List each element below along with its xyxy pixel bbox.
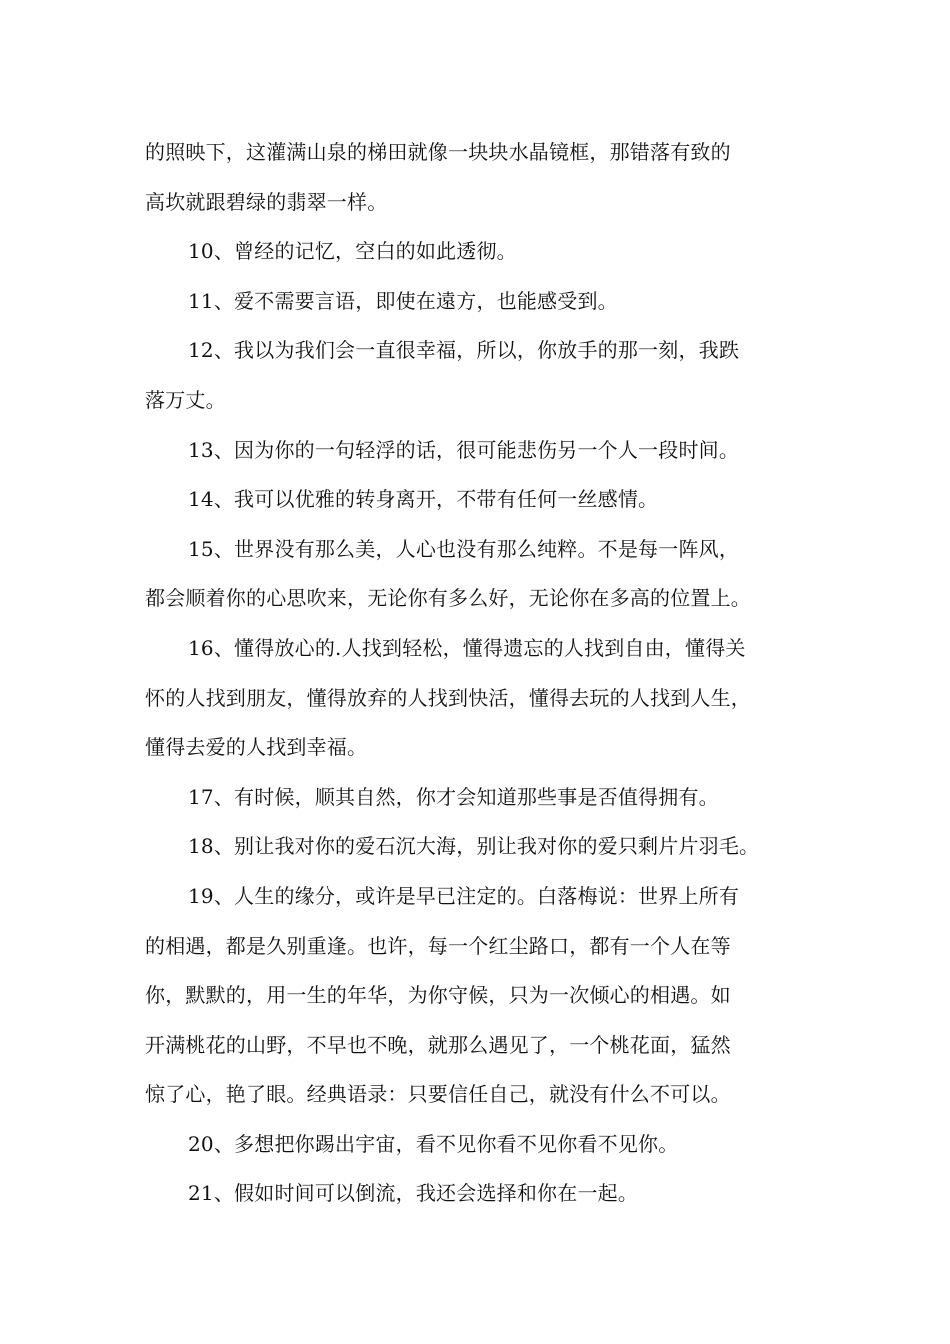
text-line: 你，默默的，用一生的年华，为你守候，只为一次倾心的相遇。如 [145, 983, 731, 1008]
quote-item-18: 18、别让我对你的爱石沉大海，别让我对你的爱只剩片片羽毛。 [188, 834, 760, 859]
quote-item-16: 16、懂得放心的.人找到轻松，懂得遗忘的人找到自由，懂得关 [188, 635, 746, 660]
text-line: 的相遇，都是久别重逢。也许，每一个红尘路口，都有一个人在等 [145, 933, 731, 958]
quote-item-12: 12、我以为我们会一直很幸福，所以，你放手的那一刻，我跌 [188, 338, 740, 363]
text-line: 开满桃花的山野，不早也不晚，就那么遇见了，一个桃花面，猛然 [145, 1032, 731, 1057]
text-line: 懂得去爱的人找到幸福。 [145, 735, 368, 760]
text-line: 的照映下，这灌满山泉的梯田就像一块块水晶镜框，那错落有致的 [145, 140, 731, 164]
text-line: 怀的人找到朋友，懂得放弃的人找到快活，懂得去玩的人找到人生， [145, 685, 751, 710]
text-line: 惊了心，艳了眼。经典语录：只要信任自己，就没有什么不可以。 [145, 1082, 731, 1107]
quote-item-20: 20、多想把你踢出宇宙，看不见你看不见你看不见你。 [188, 1131, 679, 1156]
text-line: 落万丈。 [145, 387, 226, 412]
quote-item-10: 10、曾经的记忆，空白的如此透彻。 [188, 239, 517, 264]
quote-item-15: 15、世界没有那么美，人心也没有那么纯粹。不是每一阵风， [188, 536, 740, 561]
quote-item-21: 21、假如时间可以倒流，我还会选择和你在一起。 [188, 1181, 639, 1206]
quote-item-11: 11、爱不需要言语，即使在遠方，也能感受到。 [188, 288, 618, 313]
document-body [145, 128, 825, 1219]
quote-item-13: 13、因为你的一句轻浮的话，很可能悲伤另一个人一段时间。 [188, 437, 740, 462]
quote-item-14: 14、我可以优雅的转身离开，不带有任何一丝感情。 [188, 487, 659, 512]
quote-item-17: 17、有时候，顺其自然，你才会知道那些事是否值得拥有。 [188, 784, 719, 809]
text-line: 高坎就跟碧绿的翡翠一样。 [145, 189, 388, 214]
quote-item-19: 19、人生的缘分，或许是早已注定的。白落梅说：世界上所有 [188, 883, 740, 908]
text-line: 都会顺着你的心思吹来，无论你有多么好，无论你在多高的位置上。 [145, 586, 751, 611]
